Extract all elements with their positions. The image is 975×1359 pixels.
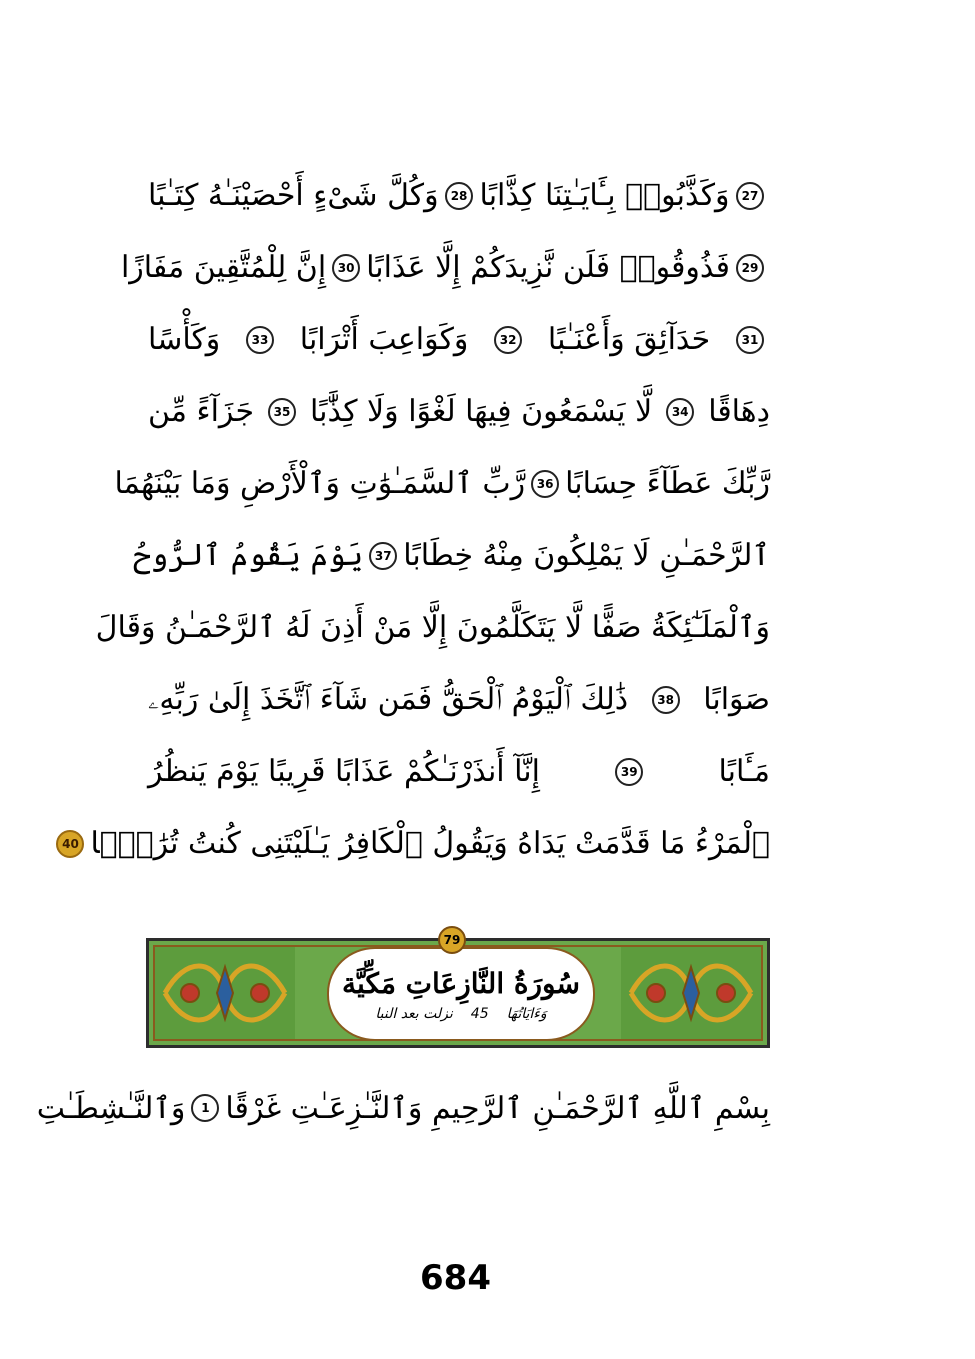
page-number: 684 (420, 1258, 491, 1298)
revelation-note: نزلت بعد النبا (375, 1006, 453, 1022)
verse-text: وَكُلَّ شَىْءٍ أَحْصَيْنَـٰهُ كِتَـٰبًا (148, 178, 439, 213)
verse-line (120, 232, 770, 304)
ayah-marker-40: 40 (56, 830, 84, 858)
verse-text: ٱلرَّحْمَـٰنِ لَا يَمْلِكُونَ مِنْهُ خِطَابًا (403, 538, 770, 573)
surah-header-banner (146, 938, 770, 1048)
verse-text: وَٱلنَّـٰشِطَـٰتِ (36, 1090, 186, 1126)
verse-text: حَدَآئِقَ وَأَعْنَـٰبًا (547, 322, 711, 357)
verse-text: إِنَّ لِلْمُتَّقِينَ مَفَازًا (120, 250, 327, 285)
ayah-marker-27: 27 (736, 182, 764, 210)
verse-text: وَكَذَّبُوا۟ بِـَٔايَـٰتِنَا كِذَّابًا (479, 178, 730, 213)
verse-text: وَكَأْسًا (148, 322, 221, 357)
ayah-marker-31: 31 (736, 326, 764, 354)
verse-text: إِنَّآ أَنذَرْنَـٰكُمْ عَذَابًا قَرِيبًا يَوْمَ يَنظُرُ (148, 754, 540, 789)
ayah-marker-29: 29 (736, 254, 764, 282)
verse-line (148, 664, 770, 736)
verse-text: رَّبِّ ٱلسَّمَـٰوَٰتِ وَٱلْأَرْضِ وَمَا بَيْنَهُمَا (114, 466, 526, 501)
verse-text: وَٱلْمَلَـٰٓئِكَةُ صَفًّا لَّا يَتَكَلَّمُونَ إِلَّا مَنْ أَذِنَ لَهُ ٱلرَّحْمَـٰنُ وَقَالَ (95, 610, 770, 645)
arabesque-ornament-icon (621, 947, 761, 1039)
ayah-marker-1: 1 (191, 1094, 219, 1122)
ayah-marker-33: 33 (246, 326, 274, 354)
verse-text: وَكَوَاعِبَ أَتْرَابًا (299, 322, 469, 357)
verse-text: ٱلْمَرْءُ مَا قَدَّمَتْ يَدَاهُ وَيَقُولُ ٱلْكَافِرُ يَـٰلَيْتَنِى كُنتُ تُرَٰبًۢا (90, 826, 770, 861)
verse-text: ذَٰلِكَ ٱلْيَوْمُ ٱلْحَقُّ فَمَن شَآءَ ٱتَّخَذَ إِلَىٰ رَبِّهِۦ (148, 682, 629, 717)
surah-meta (375, 1006, 546, 1022)
ayah-marker-38: 38 (652, 686, 680, 714)
ayah-marker-36: 36 (531, 470, 559, 498)
ayat-count: 45 (470, 1006, 489, 1022)
verse-line (148, 376, 770, 448)
verse-line (95, 592, 770, 664)
ayah-marker-28: 28 (445, 182, 473, 210)
surah-name: سُورَةُ النَّازِعَاتِ مَكِّيَّة (342, 967, 580, 1000)
verse-text: فَذُوقُوا۟ فَلَن نَّزِيدَكُمْ إِلَّا عَذَابًا (366, 250, 730, 285)
surah-title-cartouche (327, 947, 595, 1041)
verse-text: لَّا يَسْمَعُونَ فِيهَا لَغْوًا وَلَا كِذَّٰبًا (310, 394, 653, 429)
ayah-marker-30: 30 (332, 254, 360, 282)
ayah-marker-37: 37 (369, 542, 397, 570)
verse-text: جَزَآءً مِّن (148, 394, 254, 429)
verse-line (148, 304, 770, 376)
verse-line (148, 736, 770, 808)
verse-line (114, 448, 770, 520)
ayat-label: وَءَايَاتُهَا (506, 1006, 547, 1022)
ayah-marker-35: 35 (268, 398, 296, 426)
verse-text: دِهَاقًا (708, 394, 770, 429)
verse-text: صَوَابًا (703, 682, 770, 717)
verse-line (62, 808, 770, 880)
basmala-line (36, 1072, 770, 1144)
verse-text: مَـَٔابًا (718, 754, 770, 789)
verse-text: رَّبِّكَ عَطَآءً حِسَابًا (565, 466, 770, 501)
verse-line (133, 520, 770, 592)
ayah-marker-39: 39 (615, 758, 643, 786)
ayah-marker-34: 34 (666, 398, 694, 426)
basmala-text: بِسْمِ ٱللَّهِ ٱلرَّحْمَـٰنِ ٱلرَّحِيمِ وَٱلنَّـٰزِعَـٰتِ غَرْقًا (225, 1090, 770, 1126)
arabesque-ornament-icon (155, 947, 295, 1039)
verse-line (148, 160, 770, 232)
surah-number-badge: 79 (438, 926, 466, 954)
ayah-marker-32: 32 (494, 326, 522, 354)
verse-text: يَوْمَ يَقُومُ ٱلرُّوحُ (133, 538, 364, 573)
verse-block (62, 160, 770, 880)
